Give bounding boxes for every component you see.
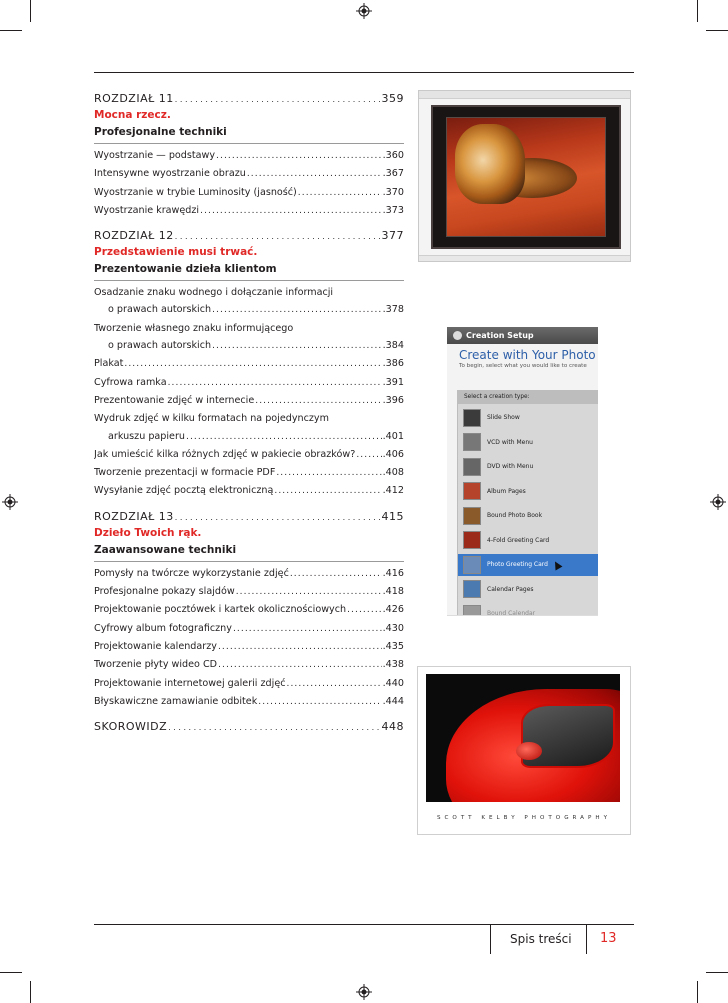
toc-entry [94,355,404,373]
entry-title: Błyskawiczne zamawianie odbitek [94,695,258,707]
footer-divider [586,924,587,954]
entry-title: Wyostrzanie w trybie Luminosity (jasność) [94,186,297,198]
leader-dots [218,638,382,656]
creation-heading: Create with Your Photo [459,348,596,362]
crop-mark [697,981,698,1003]
toc-entry [94,410,404,427]
crop-mark [30,0,31,22]
creation-option[interactable] [458,579,598,601]
tiger-head [455,124,525,204]
creation-option-label: Bound Calendar [487,610,536,616]
toc-entry [94,301,404,319]
chapter-subtitle: Prezentowanie dzieła klientom [94,261,404,281]
entry-title: Projektowanie internetowej galerii zdjęć [94,677,286,689]
car-mirror [516,742,542,760]
entry-title: o prawach autorskich [108,340,212,352]
entry-title: Wyostrzanie krawędzi [94,204,200,216]
entry-page: .367 [382,168,404,180]
entry-title: Tworzenie własnego znaku informującego [94,322,294,334]
index-page: 448 [381,720,404,734]
toc-entry [94,446,404,464]
entry-page: .406 [382,448,404,460]
table-of-contents [94,92,404,735]
leader-dots [124,355,381,373]
photo-credit: SCOTT KELBY PHOTOGRAPHY [436,815,612,821]
crop-mark [706,30,728,31]
entry-page: .370 [382,186,404,198]
chapter-subtitle: Profesjonalne techniki [94,124,404,144]
registration-mark-icon [356,984,372,1000]
toc-entry [94,428,404,446]
entry-title: Prezentowanie zdjęć w internecie [94,394,255,406]
entry-title: o prawach autorskich [108,304,212,316]
entry-page: .386 [382,358,404,370]
leader-dots [298,184,382,202]
chapter-tagline: Przedstawienie musi trwać. [94,246,258,259]
leader-dots [212,301,382,319]
entry-page: .412 [382,485,404,497]
toc-entry [94,284,404,301]
car-photo-card [417,666,631,835]
window-title-bar [447,327,598,344]
chapter-page: 359 [381,92,404,105]
creation-option-icon [463,507,481,525]
chapter-tagline: Dzieło Twoich rąk. [94,526,202,539]
registration-mark-icon [710,494,726,510]
leader-dots [258,693,381,711]
creation-option-icon [463,409,481,427]
registration-mark-icon [2,494,18,510]
chapter-block [94,510,404,711]
registration-mark-icon [356,3,372,19]
entry-title: Intensywne wyostrzanie obrazu [94,168,246,180]
leader-dots [168,720,380,735]
chapter-heading-line [94,92,404,107]
creation-option-icon [463,556,481,574]
app-logo-icon [453,331,462,340]
index-heading-line [94,720,404,735]
entry-page: .416 [382,567,404,579]
entry-title: Tworzenie płyty wideo CD [94,659,218,671]
creation-option-icon [463,433,481,451]
tiger-frame-screenshot [418,90,631,262]
creation-type-panel [457,390,598,616]
creation-option[interactable] [458,505,598,527]
leader-dots [290,565,382,583]
crop-mark [0,972,22,973]
footer-section-label: Spis treści [510,932,572,946]
entry-title: Wyostrzanie — podstawy [94,150,216,161]
toc-entry [94,165,404,183]
entry-page: .401 [382,430,404,442]
toc-entry [94,620,404,638]
toc-entry [94,638,404,656]
creation-option-label: Album Pages [487,487,526,495]
entry-page: .440 [382,677,404,689]
entry-page: .435 [382,640,404,652]
chapter-tagline: Mocna rzecz. [94,109,171,121]
index-heading: SKOROWIDZ [94,720,168,734]
window-status-bar [419,255,630,261]
leader-dots [175,510,381,525]
toc-entry [94,565,404,583]
entry-page: .430 [382,622,404,634]
toc-entry [94,337,404,355]
leader-dots [255,392,381,410]
leader-dots [216,147,382,165]
toc-entry [94,601,404,619]
entry-title: Tworzenie prezentacji w formacie PDF [94,467,276,479]
leader-dots [347,601,382,619]
leader-dots [175,92,381,107]
entry-page: .373 [382,204,404,216]
toc-entry [94,693,404,711]
tiger-photo [446,117,606,237]
creation-option-icon [463,482,481,500]
creation-option-label: DVD with Menu [487,463,534,471]
creation-option-label: VCD with Menu [487,438,533,446]
crop-mark [706,972,728,973]
toc-entry [94,583,404,601]
window-title: Creation Setup [466,331,534,340]
toc-entry [94,464,404,482]
creation-option[interactable] [458,554,598,576]
entry-page: .378 [382,304,404,316]
entry-page: .438 [382,659,404,671]
entry-title: Plakat [94,358,124,370]
leader-dots [274,482,381,500]
leader-dots [168,374,382,392]
chapter-page: 377 [381,229,404,243]
entry-title: Pomysły na twórcze wykorzystanie zdjęć [94,567,289,579]
chapter-block [94,229,404,501]
creation-option[interactable] [458,456,598,478]
creation-option-label: Calendar Pages [487,585,534,593]
entry-title: Wysyłanie zdjęć pocztą elektroniczną [94,485,274,497]
entry-title: arkuszu papieru [108,430,185,442]
creation-subheading: To begin, select what you would like to create [459,363,587,369]
chapter-subtitle: Zaawansowane techniki [94,542,404,562]
window-title-bar [419,91,630,99]
creation-option[interactable] [458,407,598,429]
chapter-heading-line [94,510,404,525]
entry-page: .396 [382,394,404,406]
footer-page-number: 13 [600,931,617,946]
crop-mark [697,0,698,22]
creation-option[interactable] [458,603,598,616]
footer-rule [94,924,634,925]
car-photo [426,674,620,802]
entry-page: .384 [382,340,404,352]
creation-option-icon [463,605,481,616]
toc-entry [94,147,404,165]
creation-option-label: Photo Greeting Card [487,561,548,569]
leader-dots [212,337,382,355]
toc-entry [94,482,404,500]
entry-title: Projektowanie kalendarzy [94,640,217,652]
crop-mark [30,981,31,1003]
leader-dots [236,583,382,601]
chapter-page: 415 [381,509,404,523]
toc-entry [94,320,404,337]
creation-option[interactable] [458,481,598,503]
entry-page: .444 [382,695,404,707]
chapter-heading-line [94,229,404,244]
entry-title: Osadzanie znaku wodnego i dołączanie informacji [94,287,334,299]
creation-option-icon [463,531,481,549]
leader-dots [200,202,382,220]
digital-frame [431,105,621,249]
toc-entry [94,374,404,392]
toc-entry [94,202,404,220]
creation-option-label: Bound Photo Book [487,512,543,520]
leader-dots [287,675,382,693]
leader-dots [186,428,382,446]
entry-title: Profesjonalne pokazy slajdów [94,586,235,598]
chapter-heading: ROZDZIAŁ 13 [94,509,174,523]
leader-dots [356,446,381,464]
entry-title: Projektowanie pocztówek i kartek okolicznościowych [94,604,347,616]
creation-option-label: Slide Show [487,414,520,422]
leader-dots [233,620,382,638]
panel-label: Select a creation type: [458,391,598,404]
toc-entry [94,675,404,693]
entry-page: .408 [382,467,404,479]
toc-entry [94,184,404,202]
entry-page: .418 [382,586,404,598]
creation-setup-window [447,327,598,616]
chapter-heading: ROZDZIAŁ 12 [94,229,174,243]
crop-mark [0,30,22,31]
creation-option[interactable] [458,530,598,552]
entry-title: Cyfrowy album fotograficzny [94,622,232,634]
entry-page: .426 [382,604,404,616]
entry-title: Wydruk zdjęć w kilku formatach na pojedynczym [94,413,329,425]
entry-page: .391 [382,376,404,388]
leader-dots [276,464,381,482]
entry-title: Jak umieścić kilka różnych zdjęć w pakiecie obrazków? [94,448,356,460]
leader-dots [218,656,382,674]
chapter-block [94,92,404,220]
chapter-heading: ROZDZIAŁ 11 [94,92,174,105]
creation-option-icon [463,458,481,476]
toc-entry [94,656,404,674]
top-rule [94,72,634,73]
leader-dots [175,229,381,244]
entry-page: .360 [382,150,404,161]
footer-divider [490,924,491,954]
creation-option-label: 4-Fold Greeting Card [487,536,550,544]
leader-dots [247,165,382,183]
creation-option[interactable] [458,432,598,454]
entry-title: Cyfrowa ramka [94,376,167,388]
toc-entry [94,392,404,410]
creation-option-icon [463,580,481,598]
